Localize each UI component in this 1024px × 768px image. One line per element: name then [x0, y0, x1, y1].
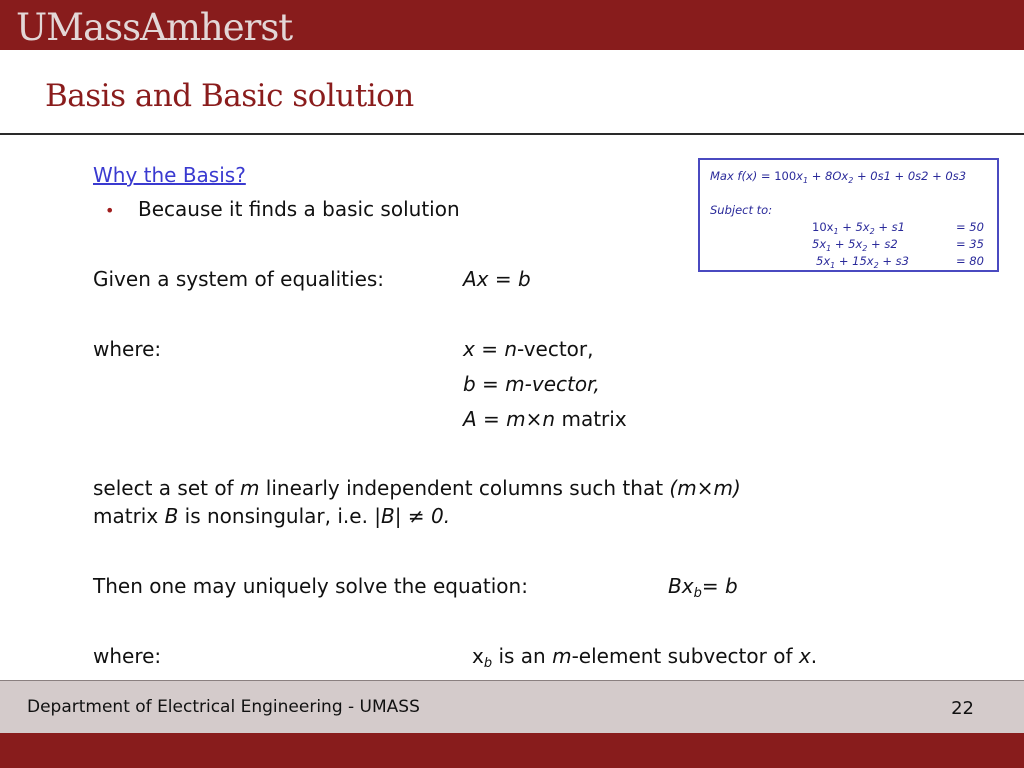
- where-label: where:: [93, 337, 162, 361]
- constraint-2: $5x_1 + 5x_2 + s2$: [812, 237, 898, 253]
- lp-formulation-box: [698, 158, 999, 272]
- constraint-3-rhs: = 80: [956, 254, 984, 268]
- def-b: b = m-vector,: [463, 372, 600, 396]
- def-a: A = m×n matrix: [463, 407, 627, 431]
- basic-equation: $Bx_b= b$: [668, 574, 738, 601]
- constraint-2-rhs: = 35: [956, 237, 984, 251]
- system-equation: Ax = b: [463, 267, 531, 291]
- constraint-1: $10x_1 + 5x_2 + s1$: [812, 220, 905, 236]
- then-statement: Then one may uniquely solve the equation:: [93, 574, 528, 598]
- def-x: x = n-vector,: [463, 337, 594, 361]
- bullet-icon: •: [105, 201, 115, 220]
- university-logo: UMassAmherst: [16, 6, 293, 49]
- constraint-3: $5x_1 + 15x_2 + s3$: [816, 254, 909, 270]
- select-statement: select a set of m linearly independent columns such that (m×m): [93, 476, 741, 500]
- nonsingular-statement: matrix B is nonsingular, i.e. |B| ≠ 0.: [93, 504, 451, 528]
- footer-department: Department of Electrical Engineering - UMASS: [27, 697, 420, 717]
- why-basis-link[interactable]: Why the Basis?: [93, 163, 246, 187]
- page-number: 22: [951, 698, 974, 719]
- given-label: Given a system of equalities:: [93, 267, 385, 291]
- bottom-bar: [0, 733, 1024, 768]
- objective-function: Max $f(x) = 100x_1 + 8Ox_2 + 0s1 + 0s2 + 0s3$: [710, 169, 967, 185]
- constraint-1-rhs: = 50: [956, 220, 984, 234]
- subject-to-label: Subject to:: [710, 203, 773, 217]
- slide-title: Basis and Basic solution: [45, 78, 414, 114]
- where-label-2: where:: [93, 644, 162, 668]
- bullet-text: Because it finds a basic solution: [138, 197, 460, 221]
- title-divider: [0, 133, 1024, 135]
- subvector-definition: $x_b$ is an m-element subvector of x.: [472, 644, 818, 671]
